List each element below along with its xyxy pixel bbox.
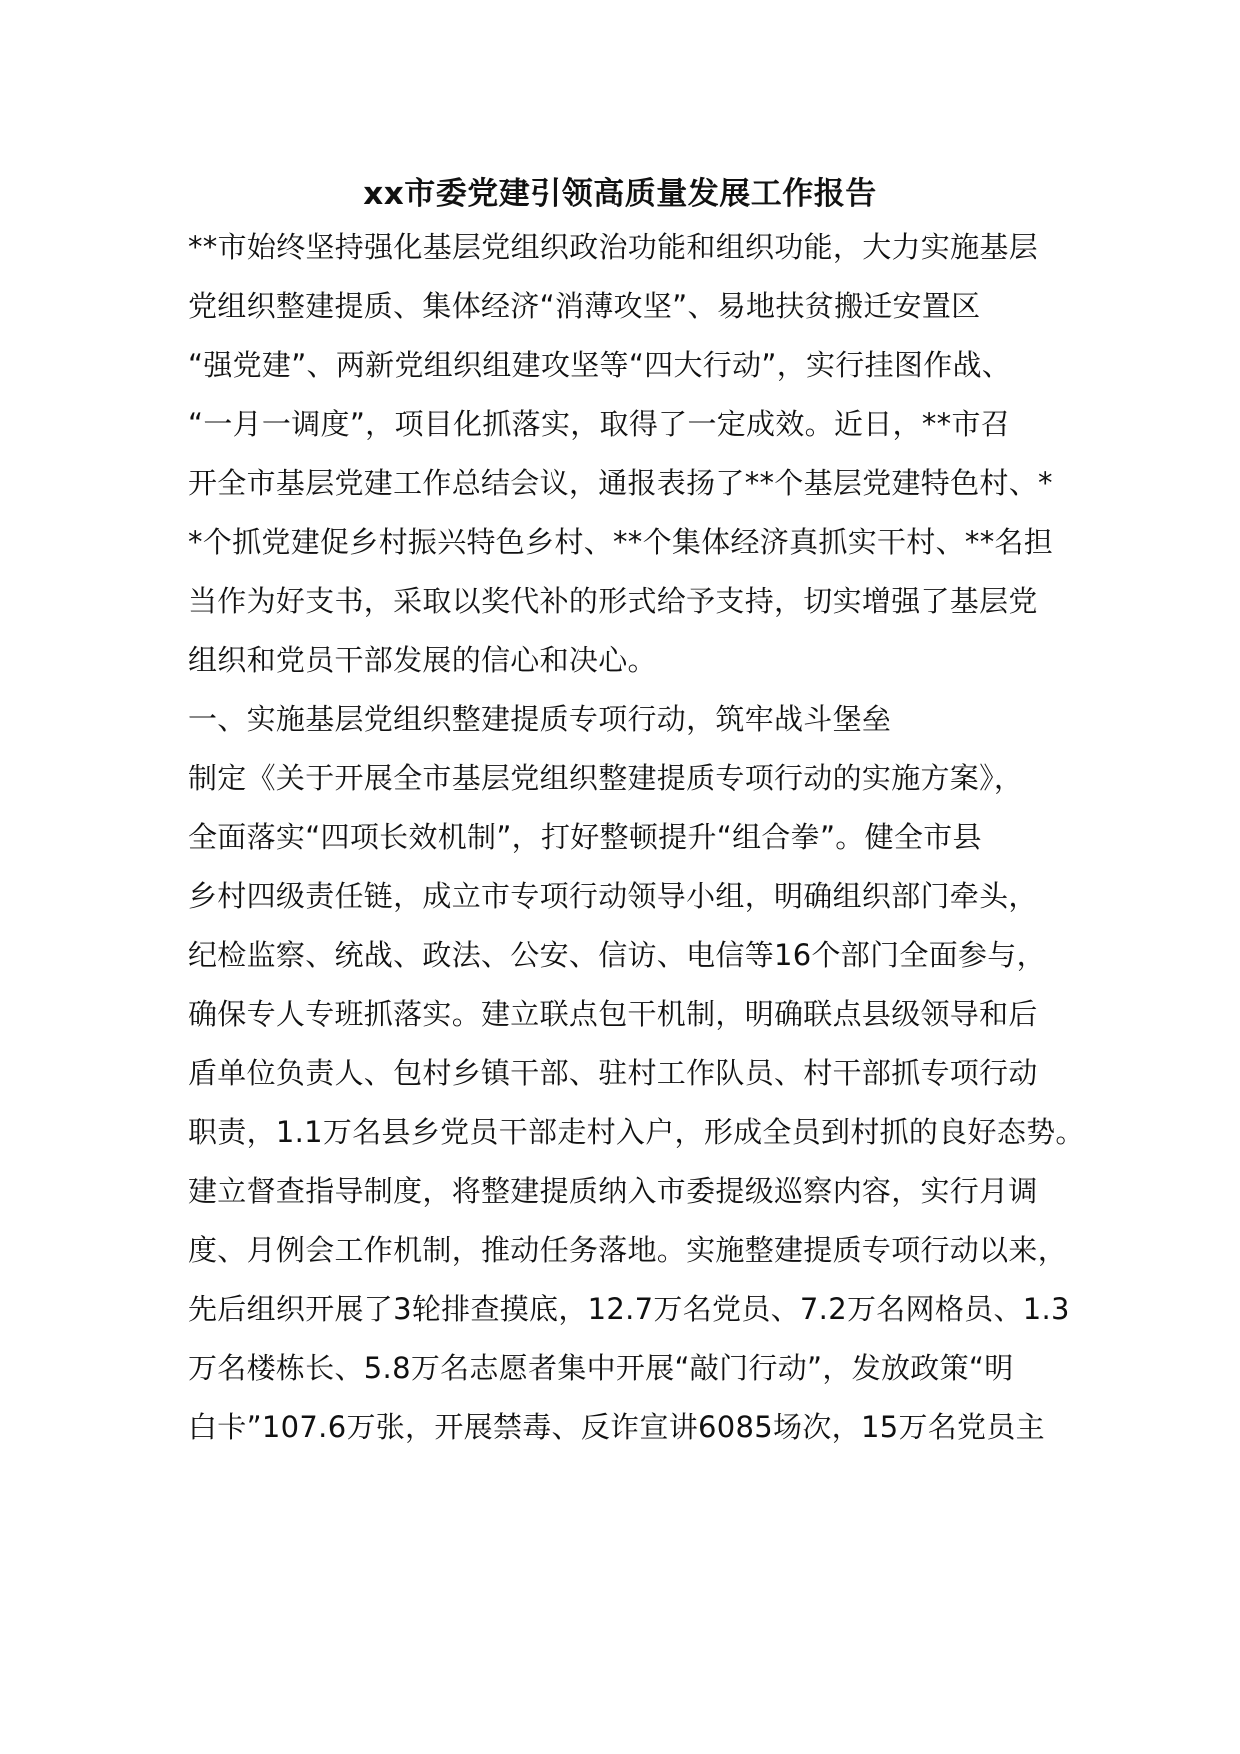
paragraph-line: 乡村四级责任链，成立市专项行动领导小组，明确组织部门牵头， [188, 879, 1038, 913]
paragraph-line: 开全市基层党建工作总结会议，通报表扬了**个基层党建特色村、* [188, 466, 1053, 500]
paragraph-line: 党组织整建提质、集体经济“消薄攻坚”、易地扶贫搬迁安置区 [188, 289, 981, 323]
paragraph-line: 组织和党员干部发展的信心和决心。 [188, 643, 657, 677]
paragraph-line: “强党建”、两新党组织组建攻坚等“四大行动”，实行挂图作战、 [188, 348, 1012, 382]
section-heading: 一、实施基层党组织整建提质专项行动，筑牢战斗堡垒 [188, 702, 892, 736]
document-title: xx市委党建引领高质量发展工作报告 [363, 176, 877, 212]
paragraph-line: 全面落实“四项长效机制”，打好整顿提升“组合拳”。健全市县 [188, 820, 982, 854]
paragraph-line: 纪检监察、统战、政法、公安、信访、电信等16个部门全面参与， [188, 938, 1046, 972]
paragraph-line: 万名楼栋长、5.8万名志愿者集中开展“敲门行动”，发放政策“明 [188, 1351, 1014, 1385]
paragraph-line: 制定《关于开展全市基层党组织整建提质专项行动的实施方案》， [188, 761, 1024, 795]
paragraph-line: 度、月例会工作机制，推动任务落地。实施整建提质专项行动以来， [188, 1233, 1068, 1267]
paragraph-line: 当作为好支书，采取以奖代补的形式给予支持，切实增强了基层党 [188, 584, 1038, 618]
paragraph-line: “一月一调度”，项目化抓落实，取得了一定成效。近日，**市召 [188, 407, 1011, 441]
paragraph-line: *个抓党建促乡村振兴特色乡村、**个集体经济真抓实干村、**名担 [188, 525, 1054, 559]
paragraph-line: 盾单位负责人、包村乡镇干部、驻村工作队员、村干部抓专项行动 [188, 1056, 1038, 1090]
paragraph-line: 确保专人专班抓落实。建立联点包干机制，明确联点县级领导和后 [188, 997, 1038, 1031]
paragraph-line: 职责，1.1万名县乡党员干部走村入户，形成全员到村抓的良好态势。 [188, 1115, 1085, 1149]
paragraph-line: 先后组织开展了3轮排查摸底，12.7万名党员、7.2万名网格员、1.3 [188, 1292, 1070, 1326]
paragraph-line: 建立督查指导制度，将整建提质纳入市委提级巡察内容，实行月调 [188, 1174, 1038, 1208]
paragraph-line: **市始终坚持强化基层党组织政治功能和组织功能，大力实施基层 [188, 230, 1039, 264]
paragraph-line: 白卡”107.6万张，开展禁毒、反诈宣讲6085场次，15万名党员主 [188, 1410, 1045, 1444]
